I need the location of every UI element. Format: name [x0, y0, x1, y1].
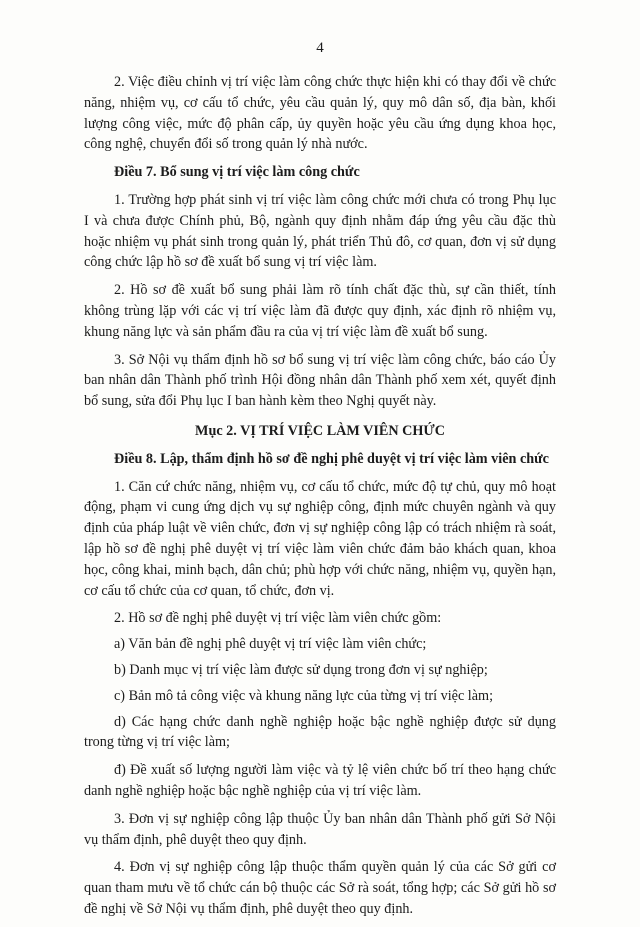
paragraph-dieu8-khoan3: 3. Đơn vị sự nghiệp công lập thuộc Ủy ban nhân dân Thành phố gửi Sở Nội vụ thẩm định, phê duyệt theo quy định. — [84, 810, 556, 848]
paragraph-dieu7-khoan2: 2. Hồ sơ đề xuất bổ sung phải làm rõ tính chất đặc thù, sự cần thiết, tính không trùng lặp với các vị trí việc làm đã được quy định, xác định rõ nhiệm vụ, khung năng lực và sản phẩm đầu ra của vị trí việc làm đề xuất bổ sung. — [84, 282, 556, 340]
article-heading-dieu8: Điều 8. Lập, thẩm định hồ sơ đề nghị phê duyệt vị trí việc làm viên chức — [114, 450, 549, 467]
page-number: 4 — [316, 40, 324, 56]
document-body — [84, 72, 556, 927]
list-item-a: a) Văn bản đề nghị phê duyệt vị trí việc làm viên chức; — [114, 636, 427, 653]
list-item-dd: đ) Đề xuất số lượng người làm việc và tỷ lệ viên chức bố trí theo hạng chức danh nghề nghiệp hoặc bậc nghề nghiệp của vị trí việc làm. — [84, 762, 556, 799]
list-item-d: d) Các hạng chức danh nghề nghiệp hoặc bậc nghề nghiệp được sử dụng trong từng vị trí việc làm; — [84, 713, 556, 751]
paragraph-dieu8-khoan4: 4. Đơn vị sự nghiệp công lập thuộc thẩm quyền quản lý của các Sở gửi cơ quan tham mưu về tổ chức cán bộ thuộc các Sở rà soát, tổng hợp; các Sở gửi hồ sơ đề nghị về Sở Nội vụ thẩm định, phê duyệt theo quy định. — [84, 859, 556, 917]
article-heading-dieu7: Điều 7. Bổ sung vị trí việc làm công chức — [114, 164, 360, 181]
paragraph-dieu7-khoan3: 3. Sở Nội vụ thẩm định hồ sơ bổ sung vị trí việc làm công chức, báo cáo Ủy ban nhân dân Thành phố trình Hội đồng nhân dân Thành phố xem xét, quyết định bổ sung, sửa đổi Phụ lục I ban hành kèm theo Nghị quyết này. — [84, 351, 556, 410]
list-item-b: b) Danh mục vị trí việc làm được sử dụng trong đơn vị sự nghiệp; — [114, 661, 488, 678]
paragraph-dieu6-khoan2: 2. Việc điều chỉnh vị trí việc làm công chức thực hiện khi có thay đổi về chức năng, nhiệm vụ, cơ cấu tổ chức, yêu cầu quản lý, quy mô dân số, địa bàn, khối lượng công việc, mức độ phân cấp, ủy quyền hoặc yêu cầu ứng dụng khoa học, công nghệ, chuyển đổi số trong quản lý nhà nước. — [84, 74, 556, 153]
section-heading-muc2: Mục 2. VỊ TRÍ VIỆC LÀM VIÊN CHỨC — [195, 422, 445, 439]
list-item-c: c) Bản mô tả công việc và khung năng lực của từng vị trí việc làm; — [114, 687, 494, 704]
paragraph-dieu8-khoan2: 2. Hồ sơ đề nghị phê duyệt vị trí việc làm viên chức gồm: — [114, 610, 442, 627]
paragraph-dieu7-khoan1: 1. Trường hợp phát sinh vị trí việc làm công chức mới chưa có trong Phụ lục I và chưa được Chính phủ, Bộ, ngành quy định nhằm đáp ứng yêu cầu đặc thù hoặc nhiệm vụ phát sinh trong quản lý, phát triển Thủ đô, cơ quan, đơn vị sử dụng công chức lập hồ sơ đề xuất bổ sung vị trí việc làm. — [84, 191, 556, 271]
paragraph-dieu8-khoan1: 1. Căn cứ chức năng, nhiệm vụ, cơ cấu tổ chức, mức độ tự chủ, quy mô hoạt động, phạm vi cung ứng dịch vụ sự nghiệp công, định mức chuyên ngành và quy định của pháp luật về viên chức, đơn vị sự nghiệp công lập có trách nhiệm rà soát, lập hồ sơ đề nghị phê duyệt vị trí việc làm viên chức đảm bảo khách quan, khoa học, công khai, minh bạch, dân chủ; phù hợp với chức năng, nhiệm vụ, quyền hạn, cơ cấu tổ chức của cơ quan, tổ chức, đơn vị. — [84, 478, 556, 599]
